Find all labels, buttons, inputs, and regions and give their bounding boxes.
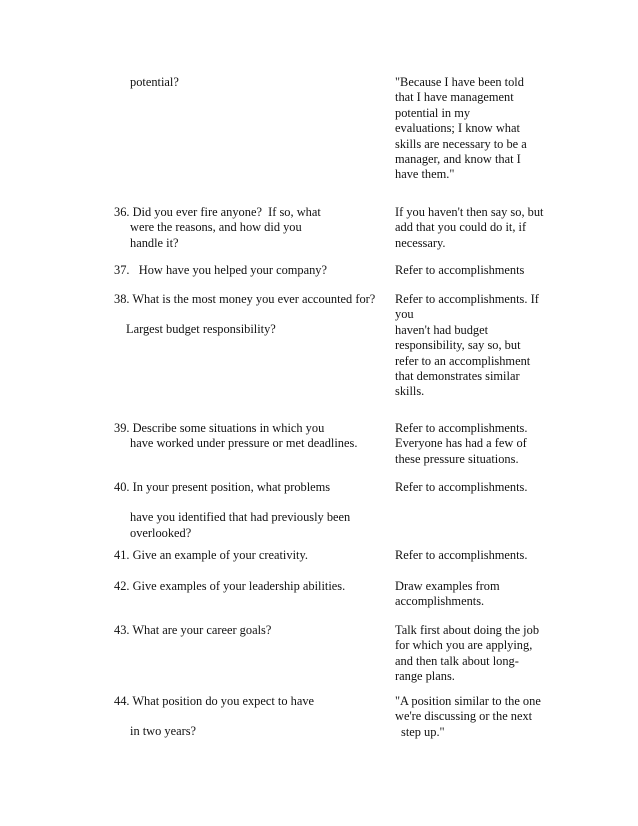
question-42 [114, 579, 386, 594]
question-37 [114, 263, 386, 278]
answer-line: skills are necessary to be a [395, 136, 527, 151]
question-36 [114, 205, 386, 251]
answer-line: add that you could do it, if [395, 220, 527, 235]
answer-line: skills. [395, 384, 425, 399]
question-line: 40. In your present position, what problems [114, 480, 331, 494]
answer-line: haven't had budget [395, 322, 489, 337]
answer-line: necessary. [395, 235, 446, 250]
answer-line: that I have management [395, 90, 514, 105]
question-line: 38. What is the most money you ever accounted for? [114, 292, 376, 306]
answer-line: Talk first about doing the job [395, 623, 540, 637]
question-line: potential? [130, 75, 179, 89]
answer-line: responsibility, say so, but [395, 338, 521, 353]
answer-line: that demonstrates similar [395, 369, 520, 384]
answer-line: If you haven't then say so, but [395, 205, 544, 219]
answer-line: accomplishments. [395, 594, 485, 609]
question-line: Largest budget responsibility? [126, 322, 276, 337]
question-line: were the reasons, and how did you [130, 220, 302, 235]
question-39 [114, 421, 386, 452]
answer-line: and then talk about long- [395, 653, 519, 668]
answer-line: range plans. [395, 669, 455, 684]
answer-line: evaluations; I know what [395, 121, 520, 136]
question-line: handle it? [130, 235, 179, 250]
question-line: 39. Describe some situations in which you [114, 421, 325, 435]
question-44 [114, 694, 386, 740]
question-line: 36. Did you ever fire anyone? If so, what [114, 205, 321, 219]
answer-38 [395, 292, 555, 400]
answer-line: these pressure situations. [395, 451, 519, 466]
answer-line: Refer to accomplishments. If [395, 292, 539, 306]
answer-line: Refer to accomplishments. [395, 548, 528, 562]
answer-line: Refer to accomplishments. [395, 480, 528, 494]
question-line: have you identified that had previously been [130, 510, 351, 525]
answer-line: "Because I have been told [395, 75, 524, 89]
question-43 [114, 623, 386, 638]
question-41 [114, 548, 386, 563]
question-line: overlooked? [130, 525, 192, 540]
answer-line: Draw examples from [395, 579, 500, 593]
answer-41 [395, 548, 555, 563]
answer-43 [395, 623, 555, 685]
question-line: have worked under pressure or met deadlines. [130, 436, 358, 451]
answer-continued [395, 75, 555, 183]
answer-line: potential in my [395, 105, 471, 120]
answer-line: "A position similar to the one [395, 694, 541, 708]
question-40 [114, 480, 386, 541]
question-line: 41. Give an example of your creativity. [114, 548, 308, 562]
question-line: 44. What position do you expect to have [114, 694, 315, 708]
answer-line: Everyone has had a few of [395, 436, 527, 451]
answer-42 [395, 579, 555, 610]
answer-40 [395, 480, 555, 495]
answer-line: Refer to accomplishments [395, 263, 525, 277]
answer-line: manager, and know that I [395, 152, 521, 167]
answer-line: we're discussing or the next [395, 709, 533, 724]
answer-line: have them." [395, 167, 455, 182]
question-line: 37. How have you helped your company? [114, 263, 327, 277]
answer-line: you [395, 307, 414, 322]
answer-36 [395, 205, 555, 251]
answer-line: step up." [401, 724, 445, 739]
question-line: 43. What are your career goals? [114, 623, 272, 637]
answer-line: for which you are applying, [395, 638, 533, 653]
question-line: 42. Give examples of your leadership abilities. [114, 579, 346, 593]
answer-37 [395, 263, 555, 278]
answer-line: refer to an accomplishment [395, 353, 531, 368]
answer-44 [395, 694, 555, 740]
question-38 [114, 292, 386, 338]
question-line: in two years? [130, 724, 197, 739]
answer-39 [395, 421, 555, 467]
question-continued [114, 75, 386, 90]
answer-line: Refer to accomplishments. [395, 421, 528, 435]
